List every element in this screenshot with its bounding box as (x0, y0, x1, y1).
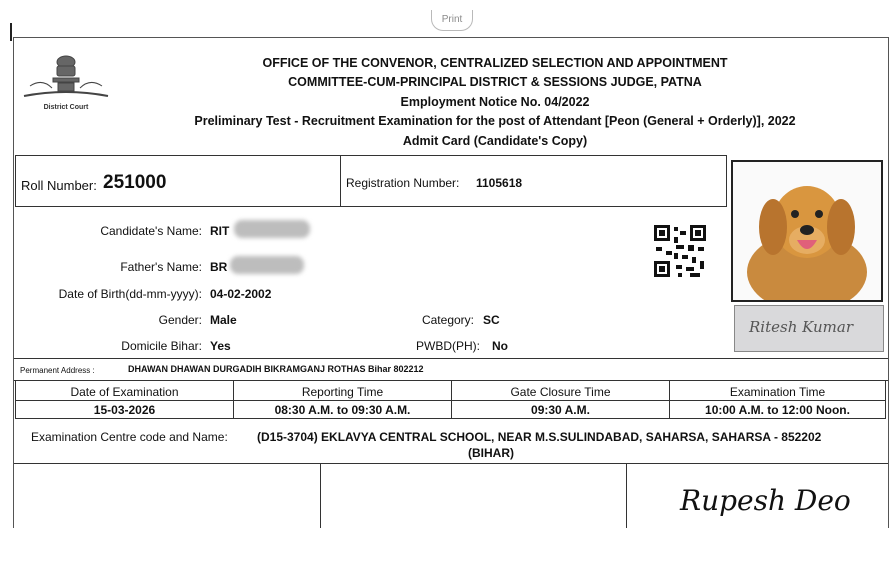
domicile-value: Yes (210, 339, 231, 353)
candidate-photo (731, 160, 883, 302)
schedule-value-reporting: 08:30 A.M. to 09:30 A.M. (274, 403, 411, 417)
divider (15, 418, 885, 419)
header-line-1: OFFICE OF THE CONVENOR, CENTRALIZED SELECTION AND APPOINTMENT (262, 56, 728, 70)
exam-title: Preliminary Test - Recruitment Examination for the post of Attendant [Peon (General + Orderly)], 2022 (194, 114, 796, 128)
dob-value: 04-02-2002 (210, 287, 272, 301)
divider (15, 400, 885, 401)
candidate-signature-box (734, 305, 884, 352)
divider (626, 463, 627, 528)
schedule-header-date: Date of Examination (70, 385, 179, 399)
candidate-name-value: RIT (210, 224, 230, 238)
schedule-header-exam-time: Examination Time (729, 385, 826, 399)
schedule-value-exam-time: 10:00 A.M. to 12:00 Noon. (705, 403, 850, 417)
divider (14, 358, 888, 359)
schedule-value-date: 15-03-2026 (93, 403, 156, 417)
divider (14, 463, 888, 464)
divider (320, 463, 321, 528)
employment-notice: Employment Notice No. 04/2022 (400, 95, 590, 109)
divider (15, 155, 727, 156)
registration-label: Registration Number: (346, 176, 460, 190)
admit-card-copy: Admit Card (Candidate's Copy) (402, 134, 588, 148)
pwbd-label: PWBD(PH): (416, 339, 480, 353)
divider (15, 155, 16, 206)
dob-label: Date of Birth(dd-mm-yyyy): (58, 287, 202, 301)
divider (340, 155, 341, 206)
registration-value: 1105618 (476, 176, 523, 190)
redaction-mark (234, 220, 310, 238)
address-value: DHAWAN DHAWAN DURGADIH BIKRAMGANJ ROTHAS Bihar 802212 (128, 364, 424, 374)
candidate-name-label: Candidate's Name: (100, 224, 202, 238)
address-label: Permanent Address : (20, 366, 95, 375)
gender-label: Gender: (158, 313, 202, 327)
court-emblem-logo (20, 52, 112, 114)
roll-number-label: Roll Number: (21, 178, 97, 193)
dog-photo-image (733, 162, 881, 300)
qr-code (654, 225, 706, 277)
father-name-label: Father's Name: (120, 260, 202, 274)
logo-caption: District Court (43, 104, 89, 111)
roll-number-value: 251000 (103, 172, 167, 193)
divider (726, 155, 727, 206)
candidate-signature: Ritesh Kumar (749, 318, 853, 336)
schedule-value-gate: 09:30 A.M. (531, 403, 590, 417)
divider (15, 206, 727, 207)
pwbd-value: No (492, 339, 508, 353)
authority-signature: Rupesh Deo (680, 484, 851, 517)
centre-value-line2: (BIHAR) (468, 446, 514, 460)
centre-value-line1: (D15-3704) EKLAVYA CENTRAL SCHOOL, NEAR M.S.SULINDABAD, SAHARSA, SAHARSA - 852202 (257, 430, 822, 444)
category-label: Category: (421, 313, 474, 327)
divider (885, 381, 886, 419)
category-value: SC (483, 313, 500, 327)
page-edge-mark (10, 23, 12, 41)
schedule-header-gate: Gate Closure Time (510, 385, 611, 399)
domicile-label: Domicile Bihar: (121, 339, 202, 353)
gender-value: Male (210, 313, 237, 327)
print-button[interactable]: Print (431, 10, 473, 31)
father-name-value: BR (210, 260, 228, 274)
header-line-2: COMMITTEE-CUM-PRINCIPAL DISTRICT & SESSIONS JUDGE, PATNA (288, 75, 702, 89)
centre-label: Examination Centre code and Name: (31, 430, 228, 444)
redaction-mark (230, 256, 304, 274)
schedule-header-reporting: Reporting Time (301, 385, 384, 399)
